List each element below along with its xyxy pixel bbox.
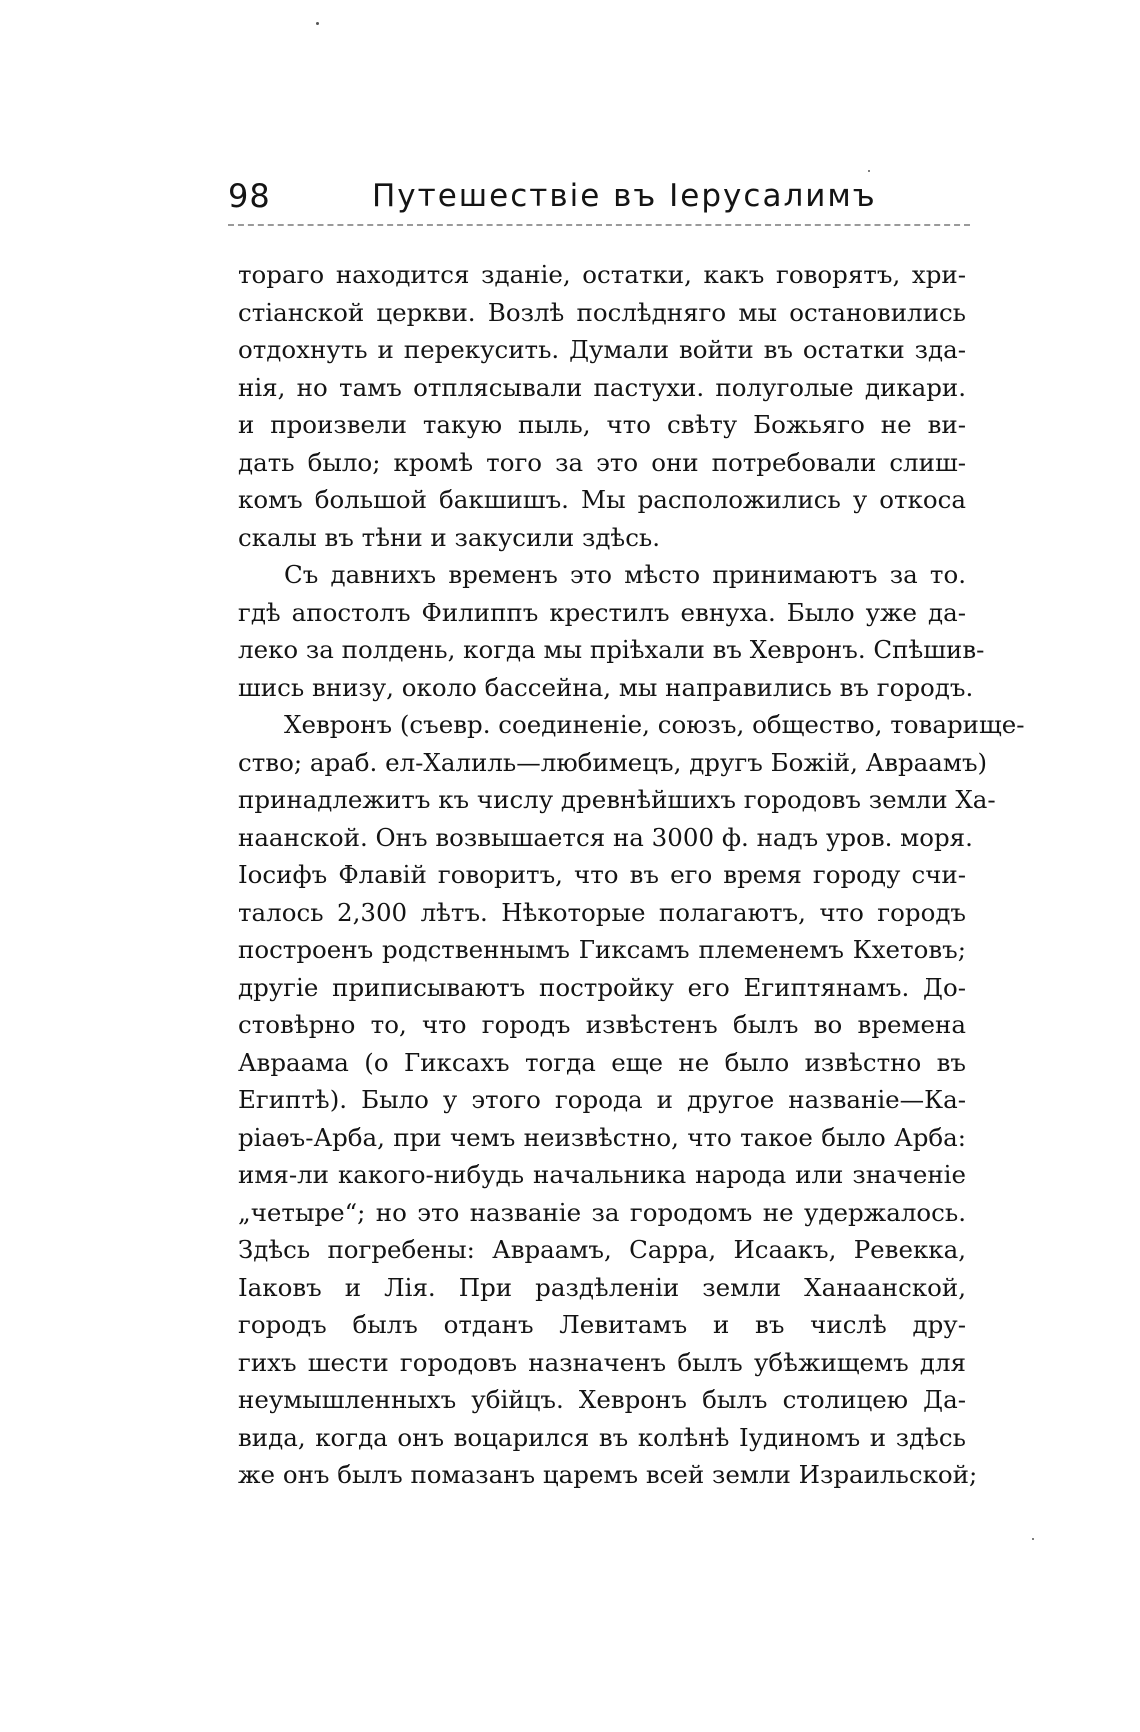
page-number: 98 (228, 177, 271, 215)
text-line: и произвели такую пыль, что свѣту Божьяго не ви- (238, 410, 966, 439)
text-line: Здѣсь погребены: Авраамъ, Сарра, Исаакъ, Ревекка, (238, 1235, 966, 1264)
text-line: городъ былъ отданъ Левитамъ и въ числѣ дру- (238, 1310, 966, 1339)
text-line: ріаѳъ-Арба, при чемъ неизвѣстно, что такое было Арба: (238, 1122, 966, 1152)
text-line: Съ давнихъ временъ это мѣсто принимаютъ за то. (284, 560, 966, 589)
scan-speck (1032, 1538, 1034, 1540)
text-line: неумышленныхъ убійцъ. Хевронъ былъ столицею Да- (238, 1385, 966, 1414)
body-text (238, 256, 1025, 1494)
text-line: нія, но тамъ отплясывали пастухи. полуголые дикари. (238, 372, 966, 402)
paragraph (238, 706, 1025, 1494)
text-line: комъ большой бакшишъ. Мы расположились у откоса (238, 485, 966, 514)
text-line: отдохнуть и перекусить. Думали войти въ остатки зда- (238, 335, 966, 364)
text-line: талось 2,300 лѣтъ. Нѣкоторые полагаютъ, что городъ (238, 897, 966, 927)
header-rule (228, 224, 970, 226)
text-line: наанской. Онъ возвышается на 3000 ф. надъ уров. моря. (238, 822, 973, 852)
text-line: ство; араб. ел-Халиль—любимецъ, другъ Божій, Авраамъ) (238, 747, 988, 777)
text-line: построенъ родственнымъ Гиксамъ племенемъ Кхетовъ; (238, 935, 966, 964)
text-line: Авраама (о Гиксахъ тогда еще не было извѣстно въ (238, 1047, 966, 1077)
text-line: стовѣрно то, что городъ извѣстенъ былъ во времена (238, 1010, 966, 1039)
paragraph (238, 256, 966, 556)
text-line: Хевронъ (съевр. соединеніе, союзъ, общество, товарище- (284, 710, 1025, 739)
text-line: „четыре“; но это названіе за городомъ не удержалось. (238, 1197, 966, 1227)
text-line: дать было; кромѣ того за это они потребовали слиш- (238, 447, 966, 477)
text-line: гдѣ апостолъ Филиппъ крестилъ евнуха. Было уже да- (238, 597, 966, 627)
text-line: вида, когда онъ воцарился въ колѣнѣ Іудиномъ и здѣсь (238, 1422, 966, 1452)
text-line: же онъ былъ помазанъ царемъ всей земли Израильской; (238, 1460, 978, 1489)
text-line: Іаковъ и Лія. При раздѣленіи земли Ханаанской, (238, 1272, 966, 1302)
text-line: Іосифъ Флавій говоритъ, что въ его время городу счи- (238, 860, 966, 889)
text-line: имя-ли какого-нибудь начальника народа или значеніе (238, 1160, 966, 1189)
paragraph (238, 556, 985, 706)
page-header (228, 176, 970, 224)
text-line: тораго находится зданіе, остатки, какъ говорятъ, хри- (238, 260, 966, 289)
text-line: шись внизу, около бассейна, мы направились въ городъ. (238, 672, 974, 702)
text-line: леко за полдень, когда мы пріѣхали въ Хевронъ. Спѣшив- (238, 635, 985, 664)
text-line: скалы въ тѣни и закусили здѣсь. (238, 522, 661, 552)
running-title: Путешествіе въ Іерусалимъ (372, 178, 877, 214)
text-line: стіанской церкви. Возлѣ послѣдняго мы остановились (238, 297, 966, 327)
text-line: принадлежитъ къ числу древнѣйшихъ городовъ земли Ха- (238, 785, 996, 814)
scan-speck (316, 22, 319, 25)
text-line: гихъ шести городовъ назначенъ былъ убѣжищемъ для (238, 1347, 966, 1377)
text-line: Египтѣ). Было у этого города и другое названіе—Ка- (238, 1085, 966, 1114)
text-line: другіе приписываютъ постройку его Египтянамъ. До- (238, 972, 966, 1002)
scan-speck (868, 170, 870, 172)
